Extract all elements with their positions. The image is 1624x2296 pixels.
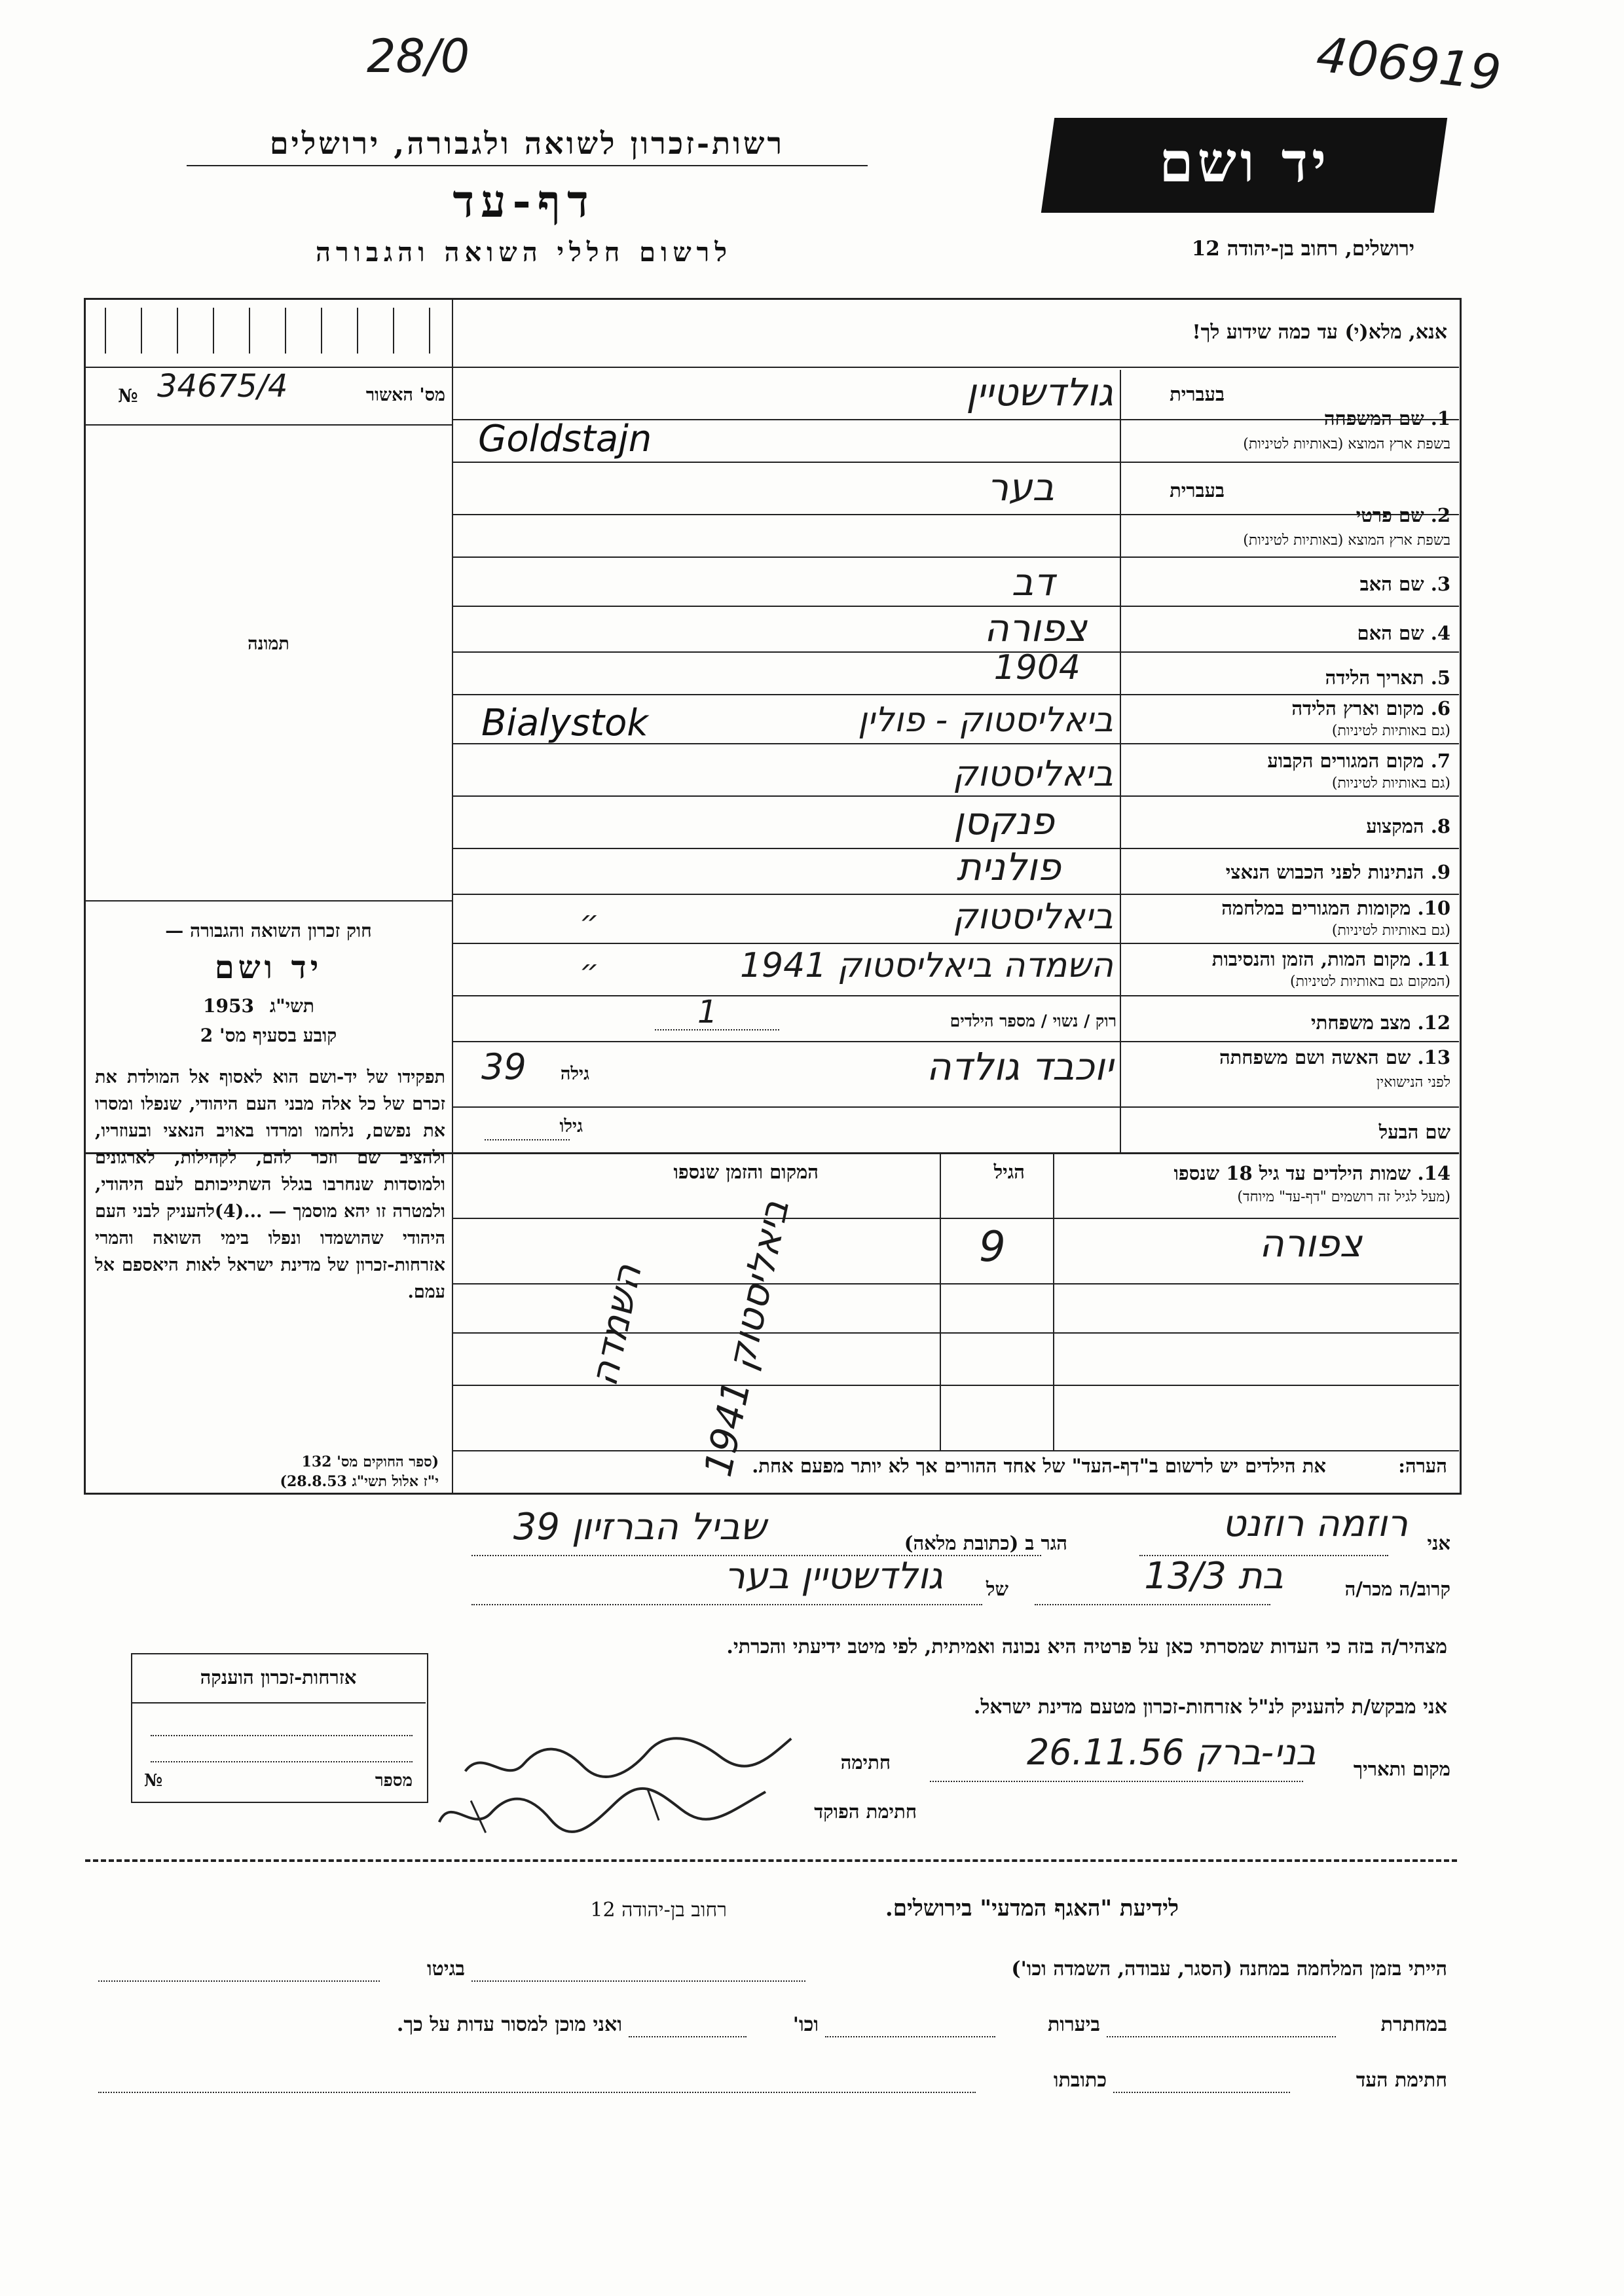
r11-value: השמדה ביאליסטוק 1941	[739, 946, 1113, 985]
footer-address-label: כתובתו	[1053, 2069, 1107, 2092]
r2-value: בער	[987, 465, 1054, 509]
r7-sub: (גם באותיות לטיניות)	[1331, 775, 1450, 792]
law-year: 1953	[203, 995, 254, 1017]
declarant-of: של	[986, 1578, 1008, 1600]
r12-options: רוק / נשוי / מספר הילדים	[950, 1011, 1116, 1030]
footer-underground: במחתרת	[1380, 2013, 1447, 2036]
archive-number: 406919	[1314, 26, 1504, 102]
footer-line1: הייתי בזמן המלחמה במחנה (הסגר, עבודה, השמדה וכו')	[1011, 1958, 1447, 1980]
r1-latin: Goldstajn	[478, 418, 652, 460]
declarant-resides: הגר ב (כתובת מלאה)	[904, 1532, 1067, 1554]
declarant-relation-value: בת 13/3	[1144, 1555, 1283, 1597]
remark-label: הערה:	[1398, 1455, 1447, 1477]
reg-no-symbol: №	[118, 385, 138, 407]
child-place-2: ביאליסטוק 1941	[695, 1195, 798, 1481]
reg-label: מס' האשור	[365, 385, 445, 405]
r11-ditto: ״	[580, 953, 599, 988]
r6-latin: Bialystok	[481, 702, 648, 744]
children-title: 14. שמות הילדים עד גיל 18 שנספו	[1173, 1162, 1450, 1184]
r10-value: ביאליסטוק	[952, 896, 1113, 937]
page-subtitle: לרשום חללי השואה והגבורה	[315, 237, 733, 268]
r1-label: 1. שם המשפחה	[1323, 407, 1450, 429]
law-body: תפקידו של יד-ושם הוא לאסוף אל המולדת את זכרם של כל אלה מבני העם היהודי, שנפלו ומסרו את נפשם, נלחמו ומרדו באויב הנאצי ובעוזריו, ולהציב שם וזכר להם, לקהילות, לארגונים ולמוסדות שנחרבו בגלל השתייכותם לעם היהודי, ולמטרה זו יהא מוסמך — ...(4)להעניק לבני העם היהודי שהושמדו ונפלו בימי השואה והמרי אזרחות-זכרון של מדינת ישראל לאות היאספם אל עמם.	[95, 1067, 446, 1302]
child-age: 9	[979, 1223, 1006, 1271]
footer-heading: לידיעת "האגף המדעי" בירושלים.	[885, 1895, 1179, 1922]
declarant-name: רוזמה רוזנט	[1222, 1503, 1408, 1545]
children-note: (מעל לגיל זה רושמים "דף-עד" מיוחד)	[1237, 1189, 1450, 1205]
footer-address: רחוב בן-יהודה 12	[590, 1899, 727, 1922]
child-name: צפורה	[1259, 1221, 1362, 1266]
tick-marks	[92, 308, 445, 360]
r13-age-label: גילה	[560, 1064, 589, 1084]
r1-hebrew: בעברית	[1170, 383, 1225, 405]
footer-witness-signature: חתימת העד	[1356, 2069, 1447, 2092]
r1-sub: בשפת ארץ המוצא (באותיות לטיניות)	[1243, 436, 1450, 452]
r8-value: פנקסן	[953, 799, 1054, 843]
form-intro: אנא, מלא(י) עד כמה שידוע לך!	[1192, 321, 1447, 344]
r7-value: ביאליסטוק	[952, 753, 1113, 794]
r12-value: 1	[697, 994, 718, 1030]
law-hebrew-year: תשי"ג	[269, 995, 314, 1017]
officer-signature-label: חתימת הפוקד	[814, 1800, 917, 1823]
footer-ghetto: בגיטו	[426, 1958, 465, 1980]
r10-label: 10. מקומות המגורים במלחמה	[1221, 897, 1450, 919]
r13-age-value: 39	[481, 1046, 526, 1087]
r2-label: 2. שם פרטי	[1356, 504, 1450, 526]
declarant-address: שביל הברזיון 39	[513, 1506, 766, 1548]
r1-value: גולדשטיין	[966, 370, 1113, 414]
declarant-of-value: גולדשטיין בער	[724, 1555, 943, 1597]
citizenship-no-symbol: №	[144, 1771, 163, 1791]
r2-sub: בשפת ארץ המוצא (באותיות לטיניות)	[1243, 532, 1450, 549]
r2-hebrew: בעברית	[1170, 479, 1225, 501]
place-date-label: מקום ותאריך	[1353, 1758, 1450, 1780]
children-age-header: הגיל	[993, 1161, 1025, 1183]
r9-value: פולנית	[956, 845, 1061, 889]
footer-etc: וכו'	[792, 2013, 819, 2036]
r7-label: 7. מקום המגורים הקבוע	[1267, 750, 1450, 772]
husband-label: שם הבעל	[1378, 1121, 1450, 1143]
law-clause: קובע בסעיף מס' 2	[200, 1025, 337, 1046]
page-title: דף-עד	[452, 175, 595, 228]
citizenship-title: אזרחות-זכרון הוענקה	[200, 1666, 357, 1688]
r13-label: 13. שם האשה ושם משפחתה	[1219, 1046, 1450, 1068]
r5-value: 1904	[993, 648, 1080, 687]
yad-vashem-logo: יד ושם	[1041, 118, 1447, 213]
request-text: אני מבקש/ת להעניק לנ"ל אזרחות-זכרון מטעם מדינת ישראל.	[973, 1696, 1447, 1719]
header-address: ירושלים, רחוב בן-יהודה 12	[1191, 237, 1414, 261]
r11-label: 11. מקום המות, הזמן והנסיבות	[1211, 948, 1450, 970]
remark-text: את הילדים יש לרשום ב"דף-העד" של אחד ההורים אך לא יותר מפעם אחת.	[752, 1455, 1326, 1477]
reg-value: 34675/4	[157, 368, 288, 405]
footer-forests: ביערות	[1047, 2013, 1100, 2036]
declaration-text: מצהיר/ה בזה כי העדות שמסרתי כאן על פרטיה היא נכונה ואמיתית, לפי מיטב ידיעתי והכרתי.	[726, 1635, 1447, 1658]
r6-sub: (גם באותיות לטיניות)	[1331, 723, 1450, 739]
children-place-header: המקום והזמן שנספו	[673, 1161, 819, 1183]
r4-value: צפורה	[984, 606, 1087, 650]
husband-age-label: גילו	[559, 1116, 583, 1137]
r5-label: 5. תאריך הלידה	[1325, 666, 1450, 689]
r9-label: 9. הנתינות לפני הכבוש הנאצי	[1225, 861, 1450, 883]
authority-name: רשות-זכרון לשואה ולגבורה, ירושלים	[269, 126, 785, 161]
r3-value: דב	[1011, 560, 1054, 604]
r13-value: יוכבד גולדה	[926, 1044, 1113, 1089]
r11-sub: (המקום גם באותיות לטיניות)	[1290, 974, 1450, 990]
citizenship-number-label: מספר	[375, 1771, 413, 1791]
law-heading: חוק זכרון השואה והגבורה —	[165, 920, 372, 941]
r6-label: 6. מקום וארץ הלידה	[1291, 697, 1450, 720]
r4-label: 4. שם האם	[1357, 622, 1450, 644]
photo-label: תמונה	[248, 634, 289, 654]
r10-sub: (גם באותיות לטיניות)	[1331, 922, 1450, 939]
r12-label: 12. מצב משפחתי	[1311, 1011, 1450, 1034]
signature-label: חתימה	[840, 1751, 891, 1774]
r6-value: ביאליסטוק - פולין	[858, 701, 1113, 740]
r13-sub: לפני הנישואין	[1376, 1074, 1450, 1091]
footer-ready: ואני מוכן למסור עדות על כך.	[396, 2013, 622, 2036]
child-place-1: השמדה	[581, 1260, 650, 1390]
r10-ditto: ״	[580, 903, 599, 939]
r8-label: 8. המקצוע	[1366, 815, 1450, 837]
law-source-2: י"ז אלול תשי"ג 28.8.53)	[280, 1473, 439, 1490]
place-date-value: בני-ברק 26.11.56	[1026, 1732, 1316, 1773]
law-name: יד ושם	[214, 949, 323, 986]
r3-label: 3. שם האב	[1359, 573, 1450, 595]
declarant-relation: קרוב/ה מכר/ה	[1344, 1578, 1450, 1600]
law-source-1: (ספר החוקים מס' 132	[301, 1453, 439, 1470]
top-annotation: 28/0	[367, 29, 470, 83]
declarant-ani: אני	[1427, 1532, 1450, 1554]
